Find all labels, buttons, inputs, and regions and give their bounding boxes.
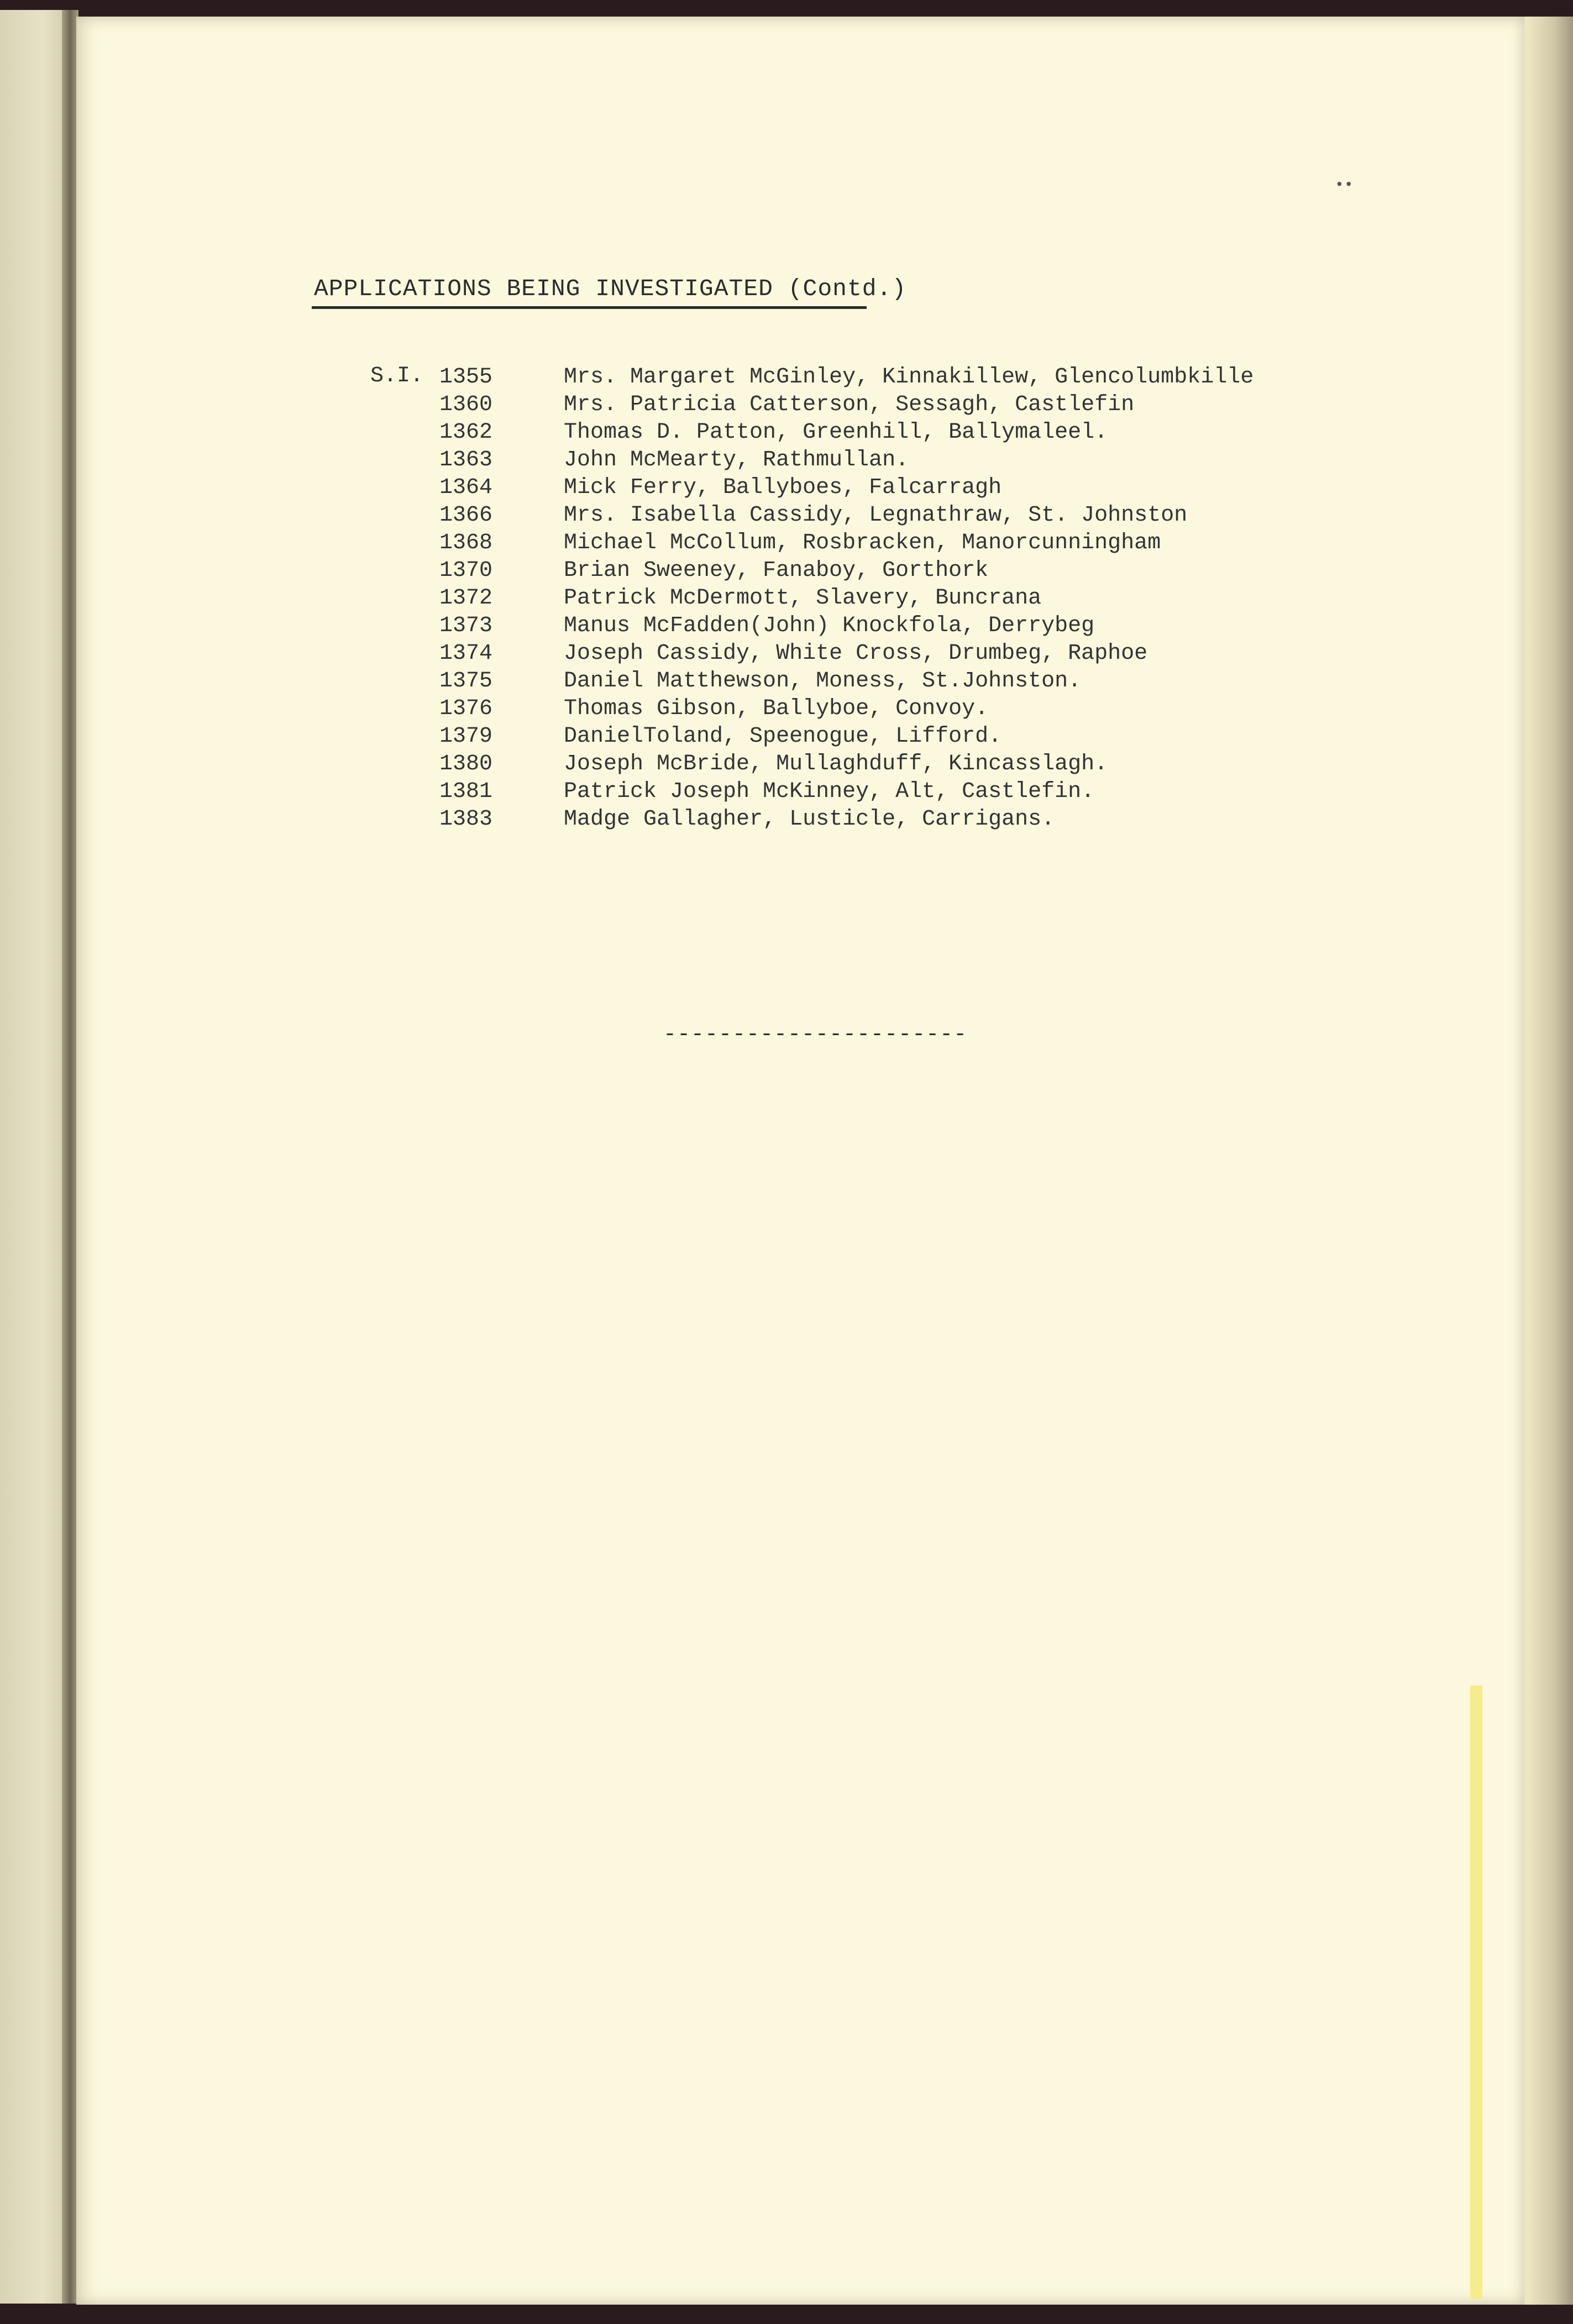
heading-underline	[312, 306, 867, 309]
application-number: 1375	[439, 669, 493, 694]
applications-list	[439, 364, 1254, 833]
applicant-details: Thomas D. Patton, Greenhill, Ballymaleel.	[564, 420, 1108, 445]
application-number: 1364	[439, 475, 493, 500]
yellow-page-marker	[1470, 1686, 1482, 2299]
list-item	[439, 695, 1254, 723]
list-item	[439, 751, 1254, 778]
list-item	[439, 557, 1254, 585]
applicant-details: Patrick McDermott, Slavery, Buncrana	[564, 586, 1042, 611]
list-item	[439, 668, 1254, 695]
list-item	[439, 778, 1254, 806]
list-item	[439, 391, 1254, 419]
section-heading: APPLICATIONS BEING INVESTIGATED (Contd.)	[314, 275, 907, 302]
application-number: 1381	[439, 779, 493, 804]
applicant-details: DanielToland, Speenogue, Lifford.	[564, 724, 1002, 749]
list-item	[439, 419, 1254, 447]
application-number: 1362	[439, 420, 493, 445]
applicant-details: Manus McFadden(John) Knockfola, Derrybeg	[564, 613, 1095, 638]
list-item	[439, 447, 1254, 474]
applicant-details: Michael McCollum, Rosbracken, Manorcunningham	[564, 531, 1161, 555]
list-item	[439, 502, 1254, 529]
application-number: 1383	[439, 807, 493, 832]
list-item	[439, 723, 1254, 751]
application-number: 1368	[439, 531, 493, 555]
applicant-details: Mick Ferry, Ballyboes, Falcarragh	[564, 475, 1002, 500]
applicant-details: Madge Gallagher, Lusticle, Carrigans.	[564, 807, 1055, 832]
list-item	[439, 640, 1254, 668]
application-number: 1380	[439, 752, 493, 777]
application-number: 1360	[439, 392, 493, 417]
application-number: 1376	[439, 696, 493, 721]
document-page	[76, 17, 1524, 2305]
application-number: 1374	[439, 641, 493, 666]
application-number: 1355	[439, 365, 493, 390]
applicant-details: Mrs. Patricia Catterson, Sessagh, Castlefin	[564, 392, 1135, 417]
application-number: 1370	[439, 558, 493, 583]
applicant-details: John McMearty, Rathmullan.	[564, 448, 909, 473]
applicant-details: Daniel Matthewson, Moness, St.Johnston.	[564, 669, 1082, 694]
applicant-details: Patrick Joseph McKinney, Alt, Castlefin.	[564, 779, 1095, 804]
list-item	[439, 529, 1254, 557]
series-prefix: S.I.	[370, 364, 424, 389]
list-item	[439, 585, 1254, 612]
list-item	[439, 806, 1254, 833]
stray-ink-mark: ••	[1335, 177, 1354, 194]
list-item	[439, 612, 1254, 640]
applicant-details: Mrs. Isabella Cassidy, Legnathraw, St. Johnston	[564, 503, 1188, 528]
applicant-details: Joseph McBride, Mullaghduff, Kincasslagh.	[564, 752, 1108, 777]
facing-page	[0, 10, 72, 2304]
applicant-details: Brian Sweeney, Fanaboy, Gorthork	[564, 558, 989, 583]
application-number: 1372	[439, 586, 493, 611]
applicant-details: Mrs. Margaret McGinley, Kinnakillew, Glencolumbkille	[564, 365, 1254, 390]
application-number: 1379	[439, 724, 493, 749]
list-item	[439, 364, 1254, 391]
application-number: 1363	[439, 448, 493, 473]
application-number: 1373	[439, 613, 493, 638]
list-item	[439, 474, 1254, 502]
application-number: 1366	[439, 503, 493, 528]
applicant-details: Thomas Gibson, Ballyboe, Convoy.	[564, 696, 989, 721]
applicant-details: Joseph Cassidy, White Cross, Drumbeg, Raphoe	[564, 641, 1148, 666]
end-divider: ----------------------	[663, 1022, 968, 1047]
